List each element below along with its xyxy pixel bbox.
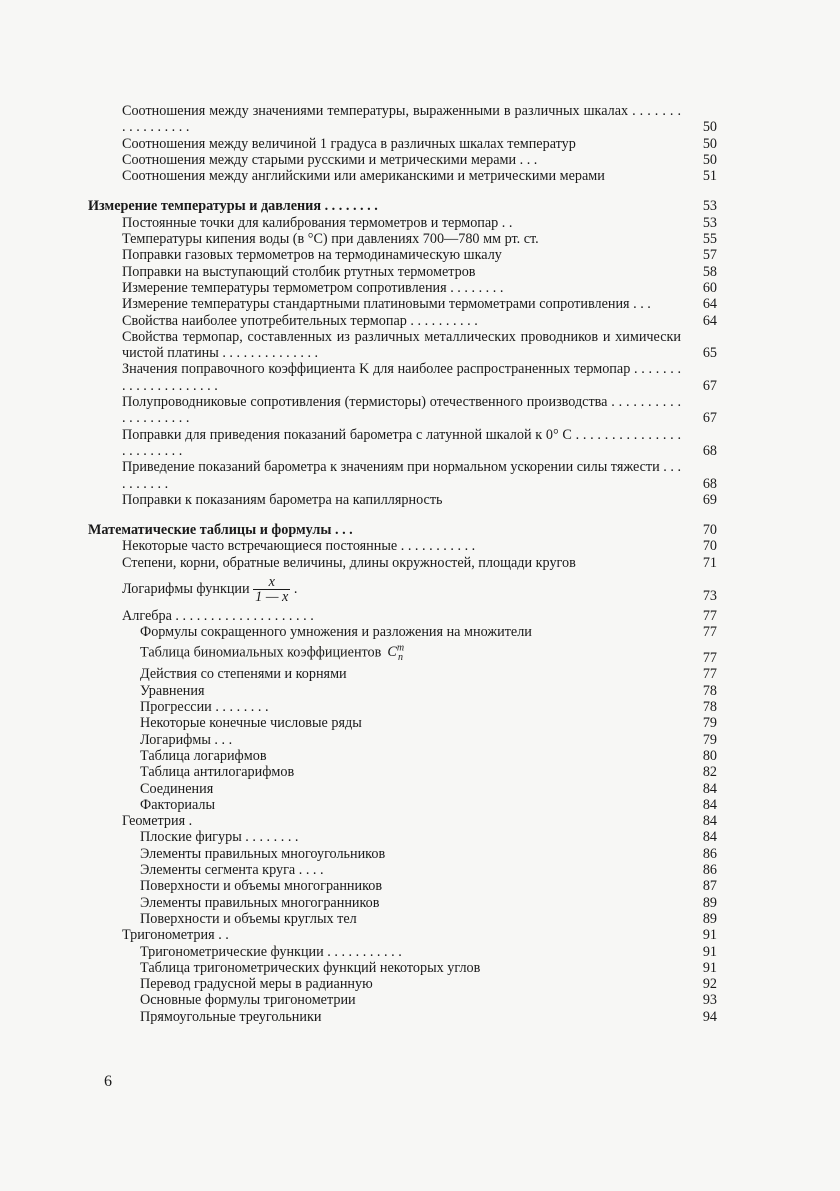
- toc-entry-page: 84: [702, 829, 717, 846]
- toc-entry-title: Действия со степенями и корнями: [140, 666, 347, 683]
- toc-entry[interactable]: [104, 699, 717, 715]
- toc-entry-page: 77: [702, 666, 717, 683]
- toc-entry-title: Степени, корни, обратные величины, длины окружностей, площади кругов: [122, 554, 576, 571]
- toc-entry[interactable]: [104, 264, 717, 280]
- toc-entry-title: Таблица тригонометрических функций некоторых углов: [140, 959, 481, 976]
- toc-entry[interactable]: [104, 846, 717, 862]
- binomial-symbol: [387, 642, 405, 664]
- toc-entry[interactable]: [104, 927, 717, 943]
- toc-entry[interactable]: [104, 313, 717, 329]
- toc-entry-page: 86: [702, 862, 717, 879]
- toc-entry[interactable]: [104, 361, 717, 394]
- toc-entry-title: Плоские фигуры . . . . . . . .: [140, 829, 299, 846]
- toc-entry[interactable]: [104, 280, 717, 296]
- toc-entry-page: 73: [702, 587, 717, 604]
- toc-entry-page: 84: [702, 813, 717, 830]
- toc-entry-title: Некоторые часто встречающиеся постоянные . . . . . . . . . . .: [122, 538, 476, 555]
- toc-entry-title: Приведение показаний барометра к значениям при нормальном ускорении силы тяжести . . . . . . . . . .: [122, 459, 681, 492]
- toc-entry[interactable]: [104, 813, 717, 829]
- toc-entry[interactable]: [104, 715, 717, 731]
- toc-entry-page: 79: [702, 731, 717, 748]
- toc-section-heading[interactable]: [88, 522, 717, 539]
- toc-entry[interactable]: [104, 764, 717, 780]
- toc-entry-title: Прямоугольные треугольники: [140, 1008, 322, 1025]
- fraction-denominator: 1 — x: [255, 589, 289, 606]
- toc-entry-page: 50: [702, 119, 717, 136]
- toc-entry-page: 57: [702, 247, 717, 264]
- toc-section-heading[interactable]: [88, 198, 717, 215]
- toc-entry[interactable]: [104, 641, 717, 667]
- table-of-contents: [88, 103, 717, 1025]
- toc-entry[interactable]: [104, 878, 717, 894]
- toc-entry[interactable]: [104, 329, 717, 362]
- toc-entry-title: Поверхности и объемы многогранников: [140, 878, 383, 895]
- toc-entry-page: 84: [702, 796, 717, 813]
- toc-entry[interactable]: [104, 748, 717, 764]
- toc-entry-title: Постоянные точки для калибрования термометров и термопар . .: [122, 214, 513, 231]
- toc-entry-page: 71: [702, 554, 717, 571]
- toc-entry-page: 94: [702, 1008, 717, 1025]
- toc-entry-page: 77: [702, 624, 717, 641]
- toc-entry-title: Таблица антилогарифмов: [140, 764, 295, 781]
- toc-entry[interactable]: [104, 215, 717, 231]
- toc-entry-title: Поправки газовых термометров на термодинамическую шкалу: [122, 247, 502, 264]
- toc-entry-title: Элементы правильных многоугольников: [140, 845, 386, 862]
- toc-entry-title: Полупроводниковые сопротивления (термисторы) отечественного производства . . . . . . . . . . . . . . . . . . . .: [122, 394, 681, 427]
- toc-entry-page: 69: [702, 491, 717, 508]
- toc-entry-page: 64: [702, 296, 717, 313]
- toc-entry-title: Соотношения между значениями температуры, выраженными в различных шкалах . . . . . . . . . . . . . . . . .: [122, 103, 681, 136]
- toc-entry[interactable]: [104, 829, 717, 845]
- toc-entry[interactable]: [104, 895, 717, 911]
- binomial-base: C: [387, 644, 397, 661]
- toc-entry-page: 80: [702, 747, 717, 764]
- toc-entry-title: Формулы сокращенного умножения и разложения на множители: [140, 624, 532, 641]
- toc-entry[interactable]: [104, 538, 717, 554]
- toc-entry-page: 86: [702, 845, 717, 862]
- toc-entry-page: 91: [702, 927, 717, 944]
- toc-entry[interactable]: [104, 624, 717, 640]
- toc-entry-title: Логарифмы . . .: [140, 731, 233, 748]
- toc-entry-page: 78: [702, 682, 717, 699]
- toc-entry-title: Измерение температуры и давления . . . . . . . .: [88, 198, 378, 215]
- toc-entry-page: 70: [702, 522, 717, 539]
- toc-entry-title: Геометрия .: [122, 813, 193, 830]
- toc-entry-title: Алгебра . . . . . . . . . . . . . . . . . . . .: [122, 608, 314, 625]
- toc-entry[interactable]: [104, 492, 717, 508]
- toc-entry-page: 68: [702, 442, 717, 459]
- toc-entry-title: Измерение температуры термометром сопротивления . . . . . . . .: [122, 279, 504, 296]
- toc-entry[interactable]: [104, 555, 717, 571]
- toc-entry-title: Таблица логарифмов: [140, 747, 267, 764]
- toc-entry-page: 91: [702, 959, 717, 976]
- toc-entry-page: 84: [702, 780, 717, 797]
- toc-entry-title: Соединения: [140, 780, 214, 797]
- toc-entry-page: 64: [702, 312, 717, 329]
- toc-entry-title: Поправки для приведения показаний барометра с латунной шкалой к 0° C . . . . . . . . . . . . . . . . . . . . . . . .: [122, 426, 681, 459]
- toc-entry[interactable]: [104, 960, 717, 976]
- toc-entry-title: Соотношения между старыми русскими и метрическими мерами . . .: [122, 151, 538, 168]
- toc-entry-title: Уравнения: [140, 682, 205, 699]
- toc-entry-title: Поправки к показаниям барометра на капиллярность: [122, 491, 443, 508]
- toc-entry-page: 79: [702, 715, 717, 732]
- toc-entry-title: Свойства наиболее употребительных термопар . . . . . . . . . .: [122, 312, 478, 329]
- toc-entry-page: 92: [702, 976, 717, 993]
- toc-entry[interactable]: [104, 683, 717, 699]
- toc-entry-title: Некоторые конечные числовые ряды: [140, 715, 362, 732]
- toc-entry[interactable]: [104, 608, 717, 624]
- binomial-sub: n: [398, 652, 404, 664]
- toc-entry-title: Тригонометрия . .: [122, 927, 229, 944]
- toc-entry[interactable]: [104, 781, 717, 797]
- toc-entry[interactable]: [104, 797, 717, 813]
- toc-entry-page: 89: [702, 910, 717, 927]
- toc-entry[interactable]: [104, 575, 717, 604]
- toc-entry-page: 50: [702, 135, 717, 152]
- toc-entry-title: Измерение температуры стандартными платиновыми термометрами сопротивления . . .: [122, 296, 651, 313]
- toc-entry-title: Факториалы: [140, 796, 216, 813]
- toc-entry-title: Основные формулы тригонометрии: [140, 992, 356, 1009]
- toc-entry-title: Значения поправочного коэффициента K для наиболее распространенных термопар . . . . . . . . . . . . . . . . . . . . .: [122, 361, 681, 394]
- toc-entry-page: 77: [702, 608, 717, 625]
- toc-entry-title: Логарифмы функции $\frac{x}{1 — x}$ .: [122, 574, 298, 606]
- toc-entry-page: 55: [702, 231, 717, 248]
- toc-entry-title: Температуры кипения воды (в °C) при давлениях 700—780 мм рт. ст.: [122, 231, 539, 248]
- toc-entry-page: 93: [702, 992, 717, 1009]
- toc-entry[interactable]: [104, 231, 717, 247]
- toc-entry[interactable]: [104, 1009, 717, 1025]
- toc-entry-page: 67: [702, 410, 717, 427]
- toc-entry[interactable]: [104, 247, 717, 263]
- toc-entry-page: 87: [702, 878, 717, 895]
- toc-entry-page: 91: [702, 943, 717, 960]
- toc-entry[interactable]: [104, 168, 717, 184]
- toc-entry[interactable]: [104, 103, 717, 136]
- toc-entry-page: 65: [702, 345, 717, 362]
- toc-entry-page: 53: [702, 198, 717, 215]
- toc-entry[interactable]: [104, 992, 717, 1008]
- toc-entry-title: Соотношения между величиной 1 градуса в различных шкалах температур: [122, 135, 576, 152]
- binomial-sup: m: [396, 642, 405, 654]
- fraction-numerator: x: [253, 575, 290, 590]
- toc-entry-page: 77: [702, 650, 717, 667]
- toc-entry-title: Поправки на выступающий столбик ртутных термометров: [122, 263, 476, 280]
- toc-entry[interactable]: [104, 136, 717, 152]
- toc-entry[interactable]: [104, 459, 717, 492]
- toc-entry-title: Поверхности и объемы круглых тел: [140, 910, 357, 927]
- toc-entry-page: 58: [702, 263, 717, 280]
- formula-fraction: [253, 575, 290, 604]
- toc-entry-title: Математические таблицы и формулы . . .: [88, 522, 353, 539]
- toc-entry-page: 67: [702, 377, 717, 394]
- toc-entry-title: Свойства термопар, составленных из различных металлических проводников и химически чистой платины . . . . . . . . . . . . . .: [122, 328, 681, 362]
- page-number: 6: [104, 1073, 112, 1090]
- toc-entry-page: 50: [702, 151, 717, 168]
- toc-entry-page: 70: [702, 538, 717, 555]
- toc-entry[interactable]: [104, 862, 717, 878]
- toc-entry[interactable]: [104, 296, 717, 312]
- toc-entry[interactable]: [104, 427, 717, 460]
- toc-entry[interactable]: [104, 944, 717, 960]
- toc-entry-page: 78: [702, 699, 717, 716]
- toc-entry-title: Таблица биномиальных коэффициентов $C^m_n$: [140, 642, 405, 664]
- toc-entry-title: Элементы сегмента круга . . . .: [140, 862, 324, 879]
- toc-entry[interactable]: [104, 732, 717, 748]
- toc-entry-title: Элементы правильных многогранников: [140, 894, 380, 911]
- toc-entry-title: Перевод градусной меры в радианную: [140, 976, 373, 993]
- toc-entry-page: 53: [702, 214, 717, 231]
- toc-entry-page: 60: [702, 279, 717, 296]
- toc-entry[interactable]: [104, 666, 717, 682]
- toc-entry-title: Тригонометрические функции . . . . . . . . . . .: [140, 943, 402, 960]
- toc-entry-page: 68: [702, 475, 717, 492]
- toc-entry-title: Соотношения между английскими или американскими и метрическими мерами: [122, 168, 605, 185]
- toc-entry-page: 51: [702, 168, 717, 185]
- toc-entry[interactable]: [104, 394, 717, 427]
- toc-entry-page: 82: [702, 764, 717, 781]
- toc-entry-page: 89: [702, 894, 717, 911]
- toc-entry-title: Прогрессии . . . . . . . .: [140, 699, 269, 716]
- toc-entry[interactable]: [104, 152, 717, 168]
- toc-entry[interactable]: [104, 976, 717, 992]
- toc-entry[interactable]: [104, 911, 717, 927]
